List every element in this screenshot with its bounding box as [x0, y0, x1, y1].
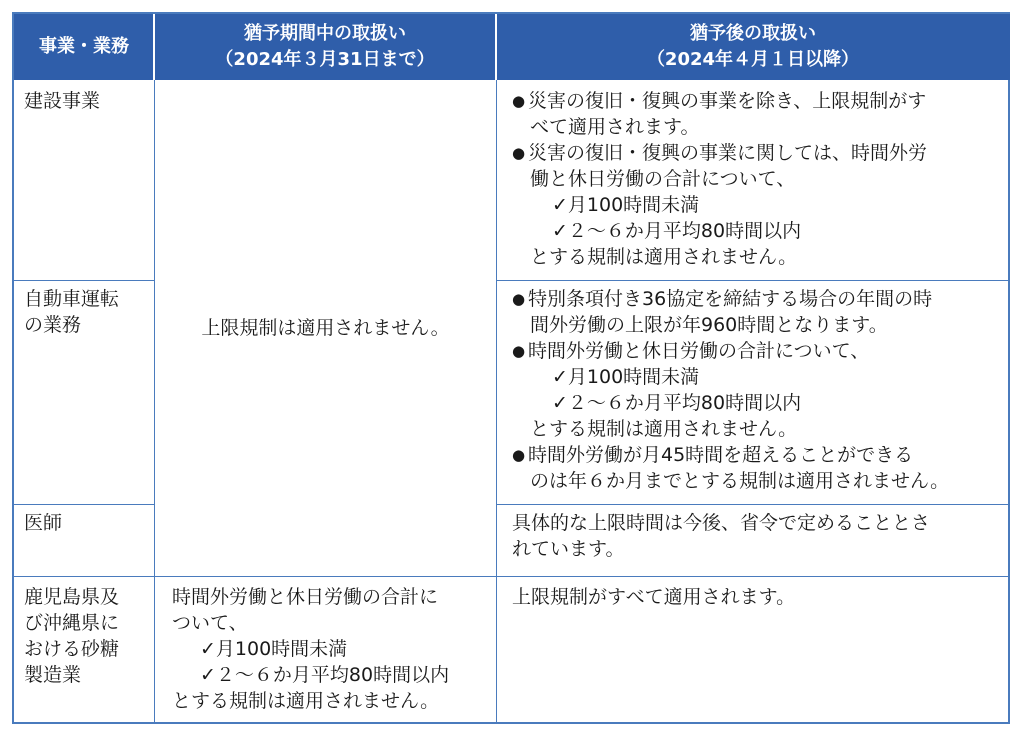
bullet-item: ● 災害の復旧・復興の事業に関しては、時間外労: [512, 140, 1004, 166]
header-after-title: 猶予後の取扱い: [690, 23, 816, 44]
check-item: ✓月100時間未満: [552, 194, 700, 216]
header-during-title: 猶予期間中の取扱い: [244, 23, 406, 44]
row-sugar-after: 上限規制がすべて適用されます。: [512, 586, 796, 608]
column-divider: [496, 80, 497, 724]
check-item: ✓月100時間未満: [200, 638, 348, 660]
check-item: ✓２～６か月平均80時間以内: [552, 220, 802, 242]
row-construction-name: 建設事業: [24, 90, 101, 112]
row-divider: [14, 280, 154, 281]
row-divider: [496, 280, 1010, 281]
header-business-label: 事業・業務: [39, 36, 129, 57]
regulation-table: [12, 12, 1010, 724]
row-divider: [496, 504, 1010, 505]
header-during: [154, 14, 496, 80]
row-doctor-after: 具体的な上限時間は今後、省令で定めることとさ れています。: [512, 512, 931, 560]
merged-during-cell: [155, 80, 496, 576]
bullet-item: ● 時間外労働が月45時間を超えることができる: [512, 442, 1004, 468]
row-driving-after: ● 特別条項付き36協定を締結する場合の年間の時 間外労働の上限が年960時間となります。 ● 時間外労働と休日労働の合計について、 ✓月100時間未満 ✓２～６か月平均80時間以内 とする規制は適用されません。 ● 時間外労働が月45時間を超えることができる のは年６か月までとする規制は適用されません。: [512, 286, 1004, 494]
row-divider: [14, 576, 1010, 577]
header-business: [14, 14, 154, 80]
row-sugar-during: 時間外労働と休日労働の合計に ついて、 ✓月100時間未満 ✓２～６か月平均80時間以内 とする規制は適用されません。: [172, 584, 492, 714]
row-construction-after: ● 災害の復旧・復興の事業を除き、上限規制がす べて適用されます。 ● 災害の復旧・復興の事業に関しては、時間外労 働と休日労働の合計について、 ✓月100時間未満 ✓２～６か月平均80時間以内 とする規制は適用されません。: [512, 88, 1004, 270]
header-during-period: （2024年３月31日まで）: [215, 49, 435, 70]
header-divider: [495, 14, 497, 80]
merged-during-text: 上限規制は適用されません。: [201, 317, 450, 339]
bullet-item: ● 時間外労働と休日労働の合計について、: [512, 338, 1004, 364]
header-after: [496, 14, 1010, 80]
check-item: ✓２～６か月平均80時間以内: [552, 392, 802, 414]
row-sugar-name: 鹿児島県及 び沖縄県に おける砂糖 製造業: [24, 586, 120, 686]
bullet-item: ● 災害の復旧・復興の事業を除き、上限規制がす: [512, 88, 1004, 114]
header-after-period: （2024年４月１日以降）: [646, 49, 860, 70]
check-item: ✓月100時間未満: [552, 366, 700, 388]
row-doctor-name: 医師: [24, 512, 63, 534]
row-divider: [14, 504, 154, 505]
row-driving-name: 自動車運転 の業務: [24, 288, 120, 336]
check-item: ✓２～６か月平均80時間以内: [200, 664, 450, 686]
bullet-item: ● 特別条項付き36協定を締結する場合の年間の時: [512, 286, 1004, 312]
header-divider: [153, 14, 155, 80]
